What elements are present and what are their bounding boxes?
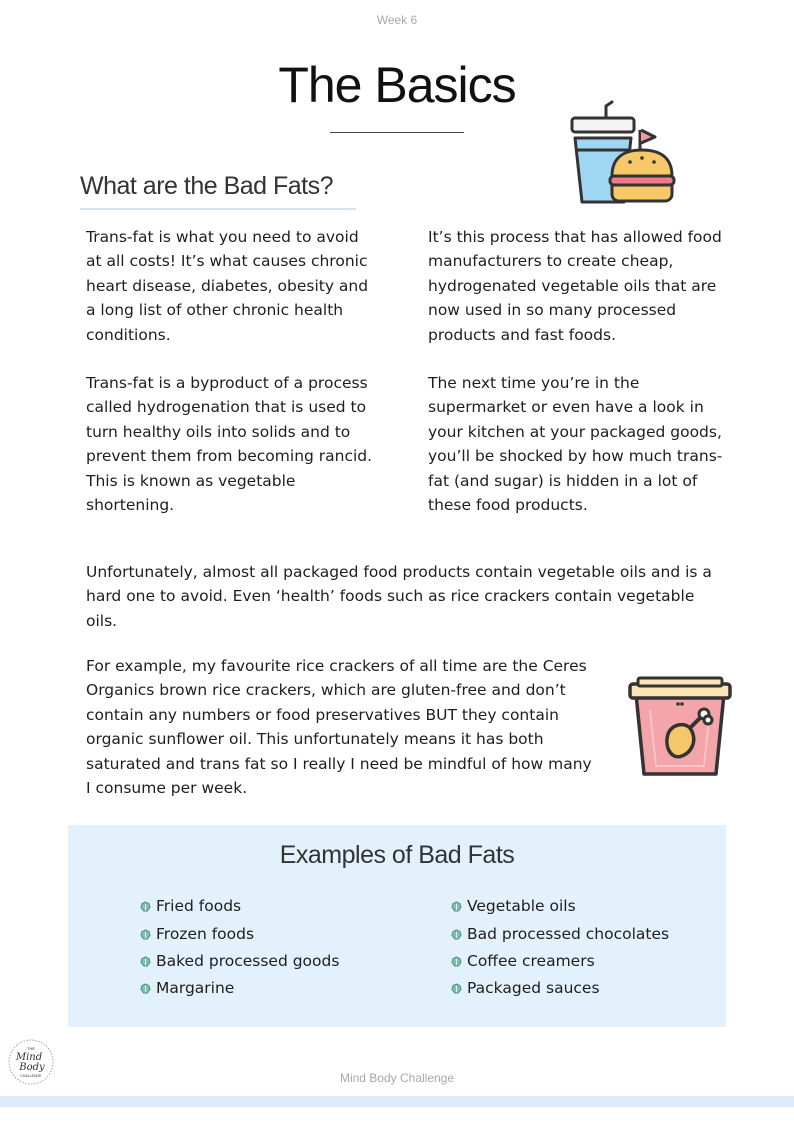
leaf-bullet-icon bbox=[140, 956, 151, 967]
leaf-bullet-icon bbox=[451, 901, 462, 912]
list-item-label: Bad processed chocolates bbox=[467, 924, 670, 943]
section-heading: What are the Bad Fats? bbox=[80, 172, 334, 200]
logo-text-the: THE bbox=[27, 1046, 35, 1051]
leaf-bullet-icon bbox=[451, 956, 462, 967]
footer-text: Mind Body Challenge bbox=[339, 1071, 455, 1085]
leaf-bullet-icon bbox=[451, 983, 462, 994]
title-divider bbox=[330, 132, 464, 133]
list-item-label: Fried foods bbox=[156, 897, 242, 916]
paragraph-supermarket: The next time you’re in the supermarket or even have a look in your kitchen at your packaged goods, you’ll be shocked by how much trans-fat (and sugar) is hidden in a lot of these food products. bbox=[428, 374, 723, 515]
right-column bbox=[428, 225, 728, 541]
logo-text-body: Body bbox=[19, 1062, 45, 1073]
paragraph-manufacturers: It’s this process that has allowed food manufacturers to create cheap, hydrogenated vegetable oils that are now used in so many processed products and fast foods. bbox=[428, 228, 722, 344]
paragraph-trans-fat-intro: Trans-fat is what you need to avoid at all costs! It’s what causes chronic heart disease, diabetes, obesity and a long list of other chronic health conditions. bbox=[86, 228, 369, 344]
heading-underline bbox=[80, 208, 356, 210]
list-item bbox=[140, 920, 440, 947]
leaf-bullet-icon bbox=[140, 901, 151, 912]
list-item bbox=[451, 975, 731, 1002]
leaf-bullet-icon bbox=[451, 929, 462, 940]
chicken-bucket-icon bbox=[624, 670, 736, 782]
footer-bar bbox=[0, 1096, 794, 1107]
examples-list-right bbox=[451, 893, 731, 1003]
logo-text-challenge: CHALLENGE bbox=[20, 1074, 42, 1078]
examples-title: Examples of Bad Fats bbox=[279, 841, 515, 869]
page-title: The Basics bbox=[278, 57, 516, 113]
paragraph-packaged-foods: Unfortunately, almost all packaged food products contain vegetable oils and is a hard one to avoid. Even ‘health’ foods such as rice crackers contain vegetable oils. bbox=[86, 563, 712, 630]
list-item bbox=[140, 975, 440, 1002]
week-label: Week 6 bbox=[376, 13, 418, 27]
list-item-label: Vegetable oils bbox=[467, 897, 576, 916]
list-item-label: Coffee creamers bbox=[467, 951, 595, 970]
logo-text-mind: Mind bbox=[15, 1052, 43, 1063]
left-column bbox=[86, 225, 376, 541]
list-item-label: Margarine bbox=[156, 979, 235, 998]
list-item-label: Frozen foods bbox=[156, 924, 255, 943]
fast-food-icon bbox=[566, 98, 678, 208]
leaf-bullet-icon bbox=[140, 983, 151, 994]
paragraph-hydrogenation: Trans-fat is a byproduct of a process called hydrogenation that is used to turn healthy oils into solids and to prevent them from becoming rancid. This is known as vegetable shortening. bbox=[86, 374, 373, 515]
leaf-bullet-icon bbox=[140, 929, 151, 940]
paragraph-rice-crackers-example: For example, my favourite rice crackers of all time are the Ceres Organics brown rice crackers, which are gluten-free and don’t contain any numbers or food preservatives BUT they contain organic sunflower oil. This unfortunately means it has both saturated and trans fat so I really I need be mindful of how many I consume per week. bbox=[86, 657, 592, 798]
list-item bbox=[451, 893, 731, 920]
examples-list-left bbox=[140, 893, 440, 1003]
list-item-label: Baked processed goods bbox=[156, 951, 340, 970]
list-item bbox=[140, 893, 440, 920]
list-item bbox=[451, 920, 731, 947]
list-item bbox=[451, 948, 731, 975]
list-item-label: Packaged sauces bbox=[467, 979, 600, 998]
list-item bbox=[140, 948, 440, 975]
